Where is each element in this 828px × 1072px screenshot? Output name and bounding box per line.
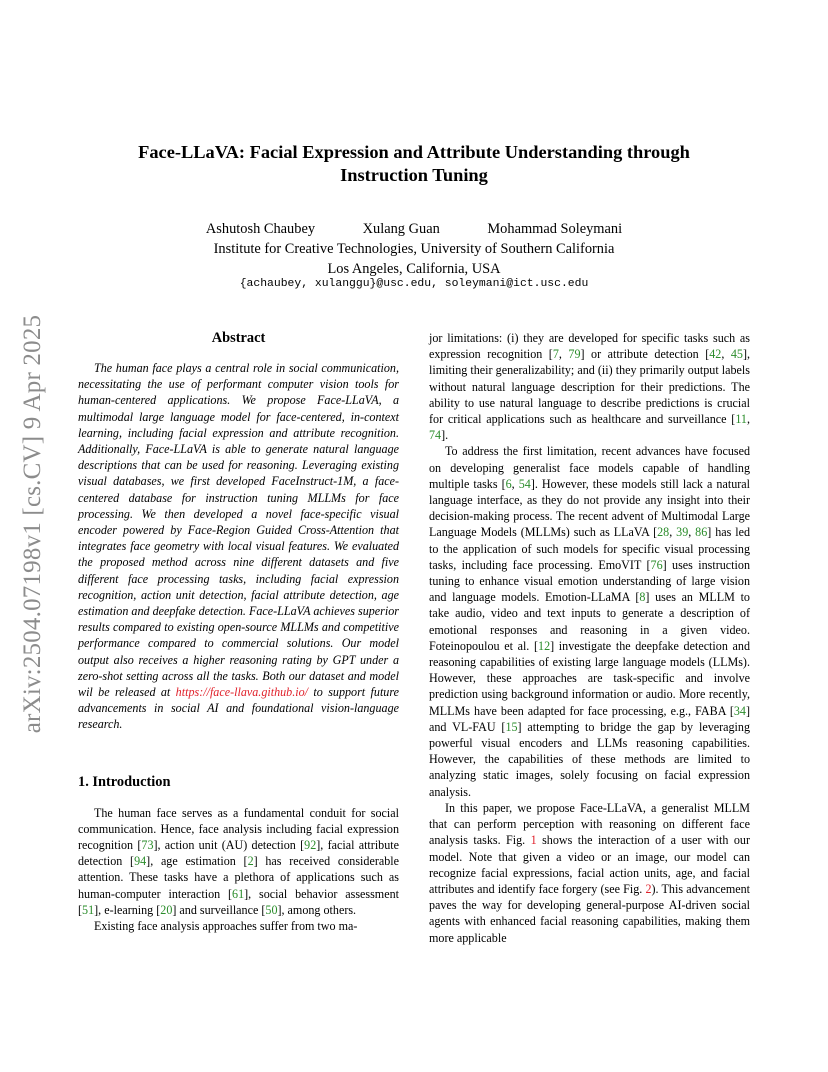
citation-link[interactable]: 6 (505, 476, 512, 491)
paper-title (60, 141, 768, 187)
citation-link[interactable]: 2 (247, 854, 254, 869)
intro-paragraph-2-start: Existing face analysis approaches suffer from two ma- (94, 919, 358, 934)
citation-link[interactable]: 12 (538, 638, 551, 653)
figure-reference-link[interactable]: 1 (530, 833, 537, 848)
citation-link[interactable]: 28 (657, 525, 670, 540)
intro-paragraph-1: The human face serves as a fundamental conduit for social communication. Hence, face analysis including facial expression recognition [73], action unit (AU) detection [92], facial attribute detection [94], age estimation [2] has received considerable attention. These tasks have a plethora of applications such as human-computer interaction [61], social behavior assessment [51], e-learning [20] and surveillance [50], among others. (78, 805, 399, 917)
citation-link[interactable]: 74 (429, 428, 442, 443)
citation-link[interactable]: 86 (695, 525, 708, 540)
citation-link[interactable]: 76 (650, 557, 663, 572)
author-block (60, 219, 768, 279)
citation-link[interactable]: 92 (304, 838, 317, 853)
citation-link[interactable]: 20 (160, 902, 173, 917)
figure-reference-link[interactable]: 2 (645, 881, 652, 896)
left-column (78, 330, 399, 934)
citation-link[interactable]: 34 (733, 703, 746, 718)
intro-paragraph-3: To address the first limitation, recent advances have focused on developing generalist face models capable of handling multiple tasks [6, 54]. However, these models still lack a natural language interface, as they do not provide any insight into their decision-making process. The recent advent of Multimodal Large Language Models (MLLMs) such as LLaVA [28, 39, 86] has led to the application of such models for specific visual processing tasks, including face processing. EmoVIT [76] uses instruction tuning to enhance visual emotion understanding of large vision and language models. Emotion-LLaMA [8] uses an MLLM to take audio, video and text inputs to generate a description of emotional responses and reasoning in a given video. Foteinopoulou et al. [12] investigate the deepfake detection and reasoning capabilities of existing large language models (LLMs). However, these approaches are task-specific and involve prediction using background information or audio. More recently, MLLMs have been adapted for face processing, e.g., FABA [34] and VL-FAU [15] attempting to bridge the gap by leveraging powerful visual encoders and LLMs reasoning capabilities. However, the capabilities of these methods are limited to analyzing static images, solely focusing on facial expression analysis. (429, 444, 751, 799)
citation-link[interactable]: 11 (735, 412, 747, 427)
affiliation: Institute for Creative Technologies, University of Southern California (213, 241, 615, 257)
citation-link[interactable]: 61 (232, 886, 245, 901)
citation-link[interactable]: 54 (518, 476, 531, 491)
citation-link[interactable]: 73 (141, 838, 154, 853)
citation-link[interactable]: 39 (676, 525, 689, 540)
citation-link[interactable]: 51 (82, 902, 95, 917)
location: Los Angeles, California, USA (327, 261, 501, 277)
citation-link[interactable]: 15 (505, 719, 518, 734)
citation-link[interactable]: 45 (730, 347, 743, 362)
abstract-heading: Abstract (211, 330, 266, 346)
project-page-link[interactable]: https://face-llava.github.io/ (175, 685, 309, 700)
author-names (60, 219, 768, 239)
paper-title-line-2: Instruction Tuning (340, 165, 488, 185)
author-name: Mohammad Soleymani (487, 221, 623, 237)
intro-paragraph-4: In this paper, we propose Face-LLaVA, a generalist MLLM that can perform perception with reasoning on different face analysis tasks. Fig. 1 shows the interaction of a user with our model. Note that given a video or an image, our model can recognize facial expressions, facial action units, age, and facial attributes and identify face forgery (see Fig. 2). This advancement paves the way for developing general-purpose AI-driven social agents with enhanced facial reasoning capabilities, making them more applicable (429, 800, 750, 945)
paper-title-line-1: Face-LLaVA: Facial Expression and Attribute Understanding through (138, 142, 690, 162)
citation-link[interactable]: 42 (709, 347, 722, 362)
right-column (429, 330, 750, 946)
citation-link[interactable]: 50 (265, 902, 278, 917)
abstract-body: The human face plays a central role in social communication, necessitating the use of performant computer vision tools for human-centered applications. We propose Face-LLaVA, a multimodal large language model for face-centered, in-context learning, including facial expression and attribute recognition. Additionally, Face-LLaVA is able to generate natural language descriptions that can be used for reasoning. Leveraging existing visual databases, we first developed FaceInstruct-1M, a face-centered database for instruction tuning MLLMs for face processing. We then developed a novel face-specific visual encoder powered by Face-Region Guided Cross-Attention that integrates face geometry with local visual features. We evaluated the proposed method across nine different datasets and five different face processing tasks, including facial expression recognition, action unit detection, facial attribute detection, age estimation and deepfake detection. Face-LLaVA achieves superior results compared to existing open-source MLLMs and competitive performance compared to commercial solutions. Our model output also receives a higher reasoning rating by GPT under a zero-shot setting across all the tasks. Both our dataset and model wil be released at (78, 361, 399, 700)
arxiv-identifier-stamp (17, 292, 49, 756)
abstract-text (78, 360, 399, 733)
citation-link[interactable]: 7 (552, 347, 559, 362)
author-emails: {achaubey, xulanggu}@usc.edu, soleymani@ict.usc.edu (239, 278, 589, 290)
citation-link[interactable]: 94 (134, 854, 147, 869)
citation-link[interactable]: 8 (639, 590, 646, 605)
introduction-heading: 1. Introduction (78, 773, 171, 790)
abstract-body-end: to support future advancements in social AI and foundational vision-language research. (78, 685, 399, 732)
author-name: Ashutosh Chaubey (205, 221, 316, 237)
arxiv-identifier-text: arXiv:2504.07198v1 [cs.CV] 9 Apr 2025 (19, 314, 46, 734)
author-name: Xulang Guan (362, 221, 440, 237)
intro-paragraph-2-continued: jor limitations: (i) they are developed for specific tasks such as expression recognition [7, 79] or attribute detection [42, 45], limiting their generalizability; and (ii) they primarily output labels without natural language description for their predictions. The ability to use natural language to describe predictions is crucial for critical applications such as healthcare and surveillance [11, 74]. (429, 331, 751, 443)
citation-link[interactable]: 79 (568, 347, 581, 362)
